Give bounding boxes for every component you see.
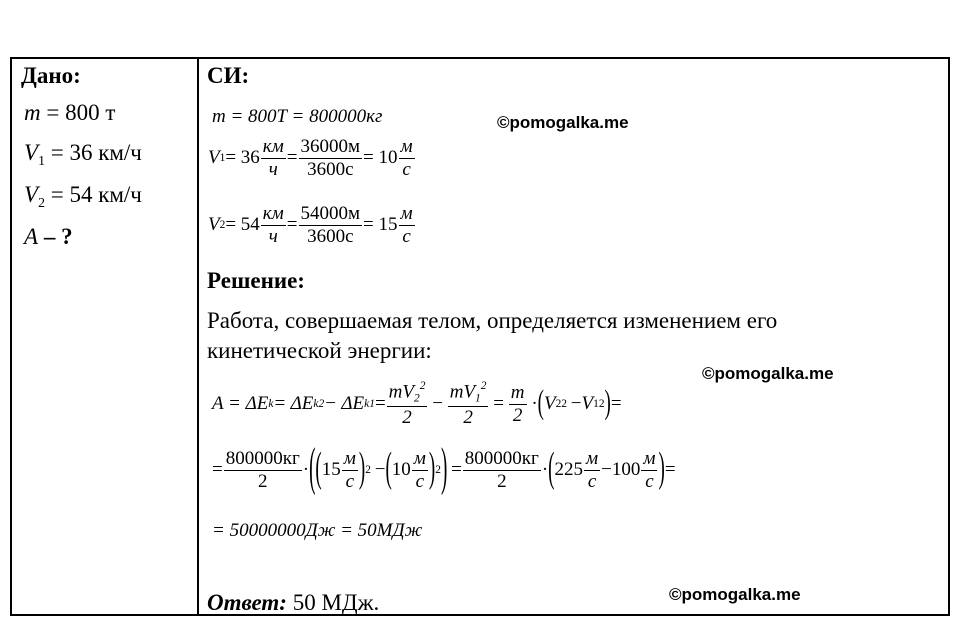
fraction: $\frac{800000кг}{2}$ bbox=[464, 448, 539, 492]
watermark: ©pomogalka.me bbox=[669, 585, 801, 604]
fraction: $\frac{м}{с}$ bbox=[343, 448, 356, 492]
fraction: $\frac{mV_2^2}{2}$ bbox=[388, 380, 426, 428]
energy-equation: A = ΔE k = ΔE k2 − ΔE k1 = $\frac{mV_2^2}{2}$ − $\frac{mV_1^2}{2}$ = $\frac{m}{2}$ · ( V 2 2 − V 1 2 ) = bbox=[212, 380, 622, 428]
solution-text-1: Работа, совершаемая телом, определяется изменением его bbox=[207, 308, 778, 333]
fraction: $\frac{м}{с}$ bbox=[400, 136, 413, 180]
substitution-equation: = $\frac{800000кг}{2}$ · ( ( 15 $\frac{м}{с}$ ) 2 − ( 10 $\frac{м}{с}$ ) 2 ) = $\frac{800000кг}{2}$ · ( 225 $\frac{м}{с}$ − 100 $\frac{м}{с}$ ) = bbox=[212, 439, 676, 499]
given-v1: $V_1 = 36$ км/ч bbox=[24, 140, 142, 168]
solution-heading: Решение: bbox=[207, 268, 305, 293]
fraction: $\frac{км}{ч}$ bbox=[262, 136, 284, 180]
fraction: $\frac{mV_1^2}{2}$ bbox=[449, 380, 487, 428]
si-mass-line: m = 800T = 800000кг bbox=[212, 106, 383, 127]
answer-line: Ответ: 50 МДж. bbox=[207, 590, 380, 615]
fraction: $\frac{800000кг}{2}$ bbox=[225, 448, 300, 492]
fraction: $\frac{м}{с}$ bbox=[413, 448, 426, 492]
watermark: ©pomogalka.me bbox=[497, 113, 629, 132]
fraction: $\frac{м}{с}$ bbox=[643, 448, 656, 492]
fraction: $\frac{км}{ч}$ bbox=[262, 203, 284, 247]
given-mass: m = 800 т bbox=[24, 100, 116, 125]
fraction: $\frac{54000м}{3600с}$ bbox=[300, 203, 361, 247]
fraction: $\frac{м}{с}$ bbox=[585, 448, 599, 492]
solution-table bbox=[10, 57, 950, 616]
given-unknown: A – ? bbox=[24, 224, 73, 249]
given-v2: $V_2 = 54$ км/ч bbox=[24, 182, 142, 210]
si-v1-line: V 1 = 36 $\frac{км}{ч}$ = $\frac{36000м}{3600с}$ = 10 $\frac{м}{с}$ bbox=[208, 136, 413, 180]
solution-text-2: кинетической энергии: bbox=[207, 338, 432, 363]
watermark: ©pomogalka.me bbox=[702, 364, 834, 383]
column-divider bbox=[197, 59, 199, 614]
result-equation: = 50000000Дж = 50МДж bbox=[212, 520, 423, 541]
si-heading: СИ: bbox=[207, 63, 250, 88]
fraction: $\frac{36000м}{3600с}$ bbox=[300, 136, 361, 180]
given-heading: Дано: bbox=[21, 63, 81, 88]
fraction: $\frac{м}{с}$ bbox=[400, 203, 413, 247]
fraction: $\frac{m}{2}$ bbox=[510, 381, 525, 426]
si-v2-line: V 2 = 54 $\frac{км}{ч}$ = $\frac{54000м}{3600с}$ = 15 $\frac{м}{с}$ bbox=[208, 203, 413, 247]
